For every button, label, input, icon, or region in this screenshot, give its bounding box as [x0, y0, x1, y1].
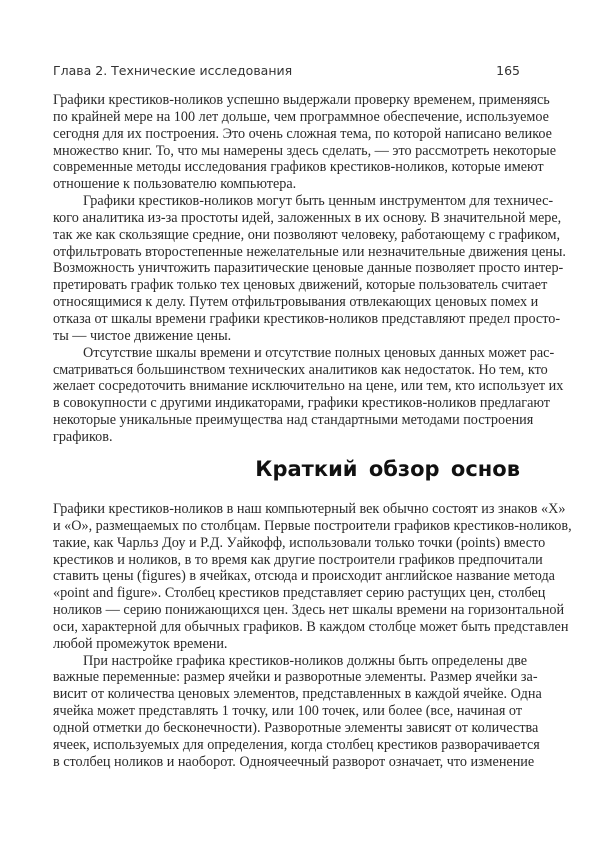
paragraph: [53, 92, 557, 193]
text-line: одной отметки до бесконечности). Разворотные элементы зависят от количества: [53, 719, 539, 736]
text-line: При настройке графика крестиков-ноликов должны быть определены две: [83, 652, 528, 669]
text-line: сматриваться большинством технических аналитиков как недостаток. Но тем, кто: [53, 361, 548, 378]
text-line: «point and figure». Столбец крестиков представляет серию растущих цен, столбец: [53, 585, 546, 602]
text-line: ты — чистое движение цены.: [53, 327, 232, 344]
text-line: такие, как Чарльз Доу и Р.Д. Уайкофф, использовали только точки (points) вместо: [53, 534, 546, 551]
running-header: [53, 63, 520, 81]
text-line: Графики крестиков-ноликов могут быть ценным инструментом для техничес-: [83, 193, 554, 210]
text-line: висит от количества ценовых элементов, представленных в каждой ячейке. Одна: [53, 686, 542, 703]
text-line: отношение к пользователю компьютера.: [53, 176, 297, 193]
text-line: множество книг. То, что мы намерены здесь сделать, — это рассмотреть некоторые: [53, 142, 557, 159]
paragraph: [53, 193, 566, 345]
section-basics-text: [53, 501, 572, 771]
text-line: крестиков и ноликов, в то время как другие построители графиков предпочитали: [53, 551, 543, 568]
paragraph: [53, 344, 564, 446]
section-intro-text: [53, 92, 566, 446]
section-heading: Краткий обзор основ: [255, 457, 520, 481]
text-line: отказа от шкалы времени графики крестиков-ноликов представляют предел просто-: [53, 310, 561, 327]
text-line: относящимися к делу. Путем отфильтровывания отвлекающих ценовых помех и: [53, 294, 539, 311]
text-line: графиков.: [53, 428, 113, 445]
text-line: ноликов — серию понижающихся цен. Здесь нет шкалы времени на горизонтальной: [53, 602, 565, 619]
text-line: сегодня для их построения. Это очень сложная тема, по которой написано великое: [53, 125, 552, 142]
text-line: ставить цены (figures) в ячейках, отсюда и происходит английское название метода: [53, 568, 555, 585]
text-line: в столбец ноликов и наоборот. Одноячеечный разворот означает, что изменение: [53, 753, 535, 770]
text-line: оси, характерной для обычных графиков. В каждом столбце может быть представлен: [53, 618, 569, 635]
text-line: важные переменные: размер ячейки и разворотные элементы. Размер ячейки за-: [53, 669, 538, 686]
text-line: ячейка может представлять 1 точку, или 100 точек, или более (все, начиная от: [53, 703, 523, 720]
text-line: в совокупности с другими индикаторами, графики крестиков-ноликов предлагают: [53, 395, 550, 412]
text-line: Графики крестиков-ноликов успешно выдержали проверку временем, применяясь: [53, 92, 550, 108]
text-line: Графики крестиков-ноликов в наш компьютерный век обычно состоят из знаков «Х»: [53, 501, 566, 517]
text-line: некоторые уникальные преимущества над стандартными методами построения: [53, 412, 534, 429]
text-line: желает сосредоточить внимание исключительно на цене, или тем, кто использует их: [53, 378, 564, 395]
text-line: современные методы исследования графиков крестиков-ноликов, которые имеют: [53, 159, 544, 176]
text-line: по крайней мере на 100 лет дольше, чем программное обеспечение, используемое: [53, 108, 549, 125]
text-line: Возможность уничтожить паразитические ценовые данные позволяет просто интер-: [53, 260, 564, 277]
paragraph: [53, 652, 542, 771]
text-line: ячеек, используемых для определения, когда столбец крестиков разворачивается: [53, 736, 540, 753]
chapter-title: Глава 2. Технические исследования: [53, 63, 293, 78]
text-line: любой промежуток времени.: [53, 635, 228, 652]
text-line: претировать график только тех ценовых движений, которые пользователь считает: [53, 277, 548, 294]
text-line: отфильтровать второстепенные нежелательные или незначительные движения цены.: [53, 243, 566, 260]
paragraph: [53, 501, 572, 653]
text-line: так же как скользящие средние, они позволяют человеку, работающему с графиком,: [53, 226, 561, 243]
page-number: 165: [496, 63, 520, 78]
text-line: Отсутствие шкалы времени и отсутствие полных ценовых данных может рас-: [83, 344, 555, 361]
text-line: кого аналитика из-за простоты идей, заложенных в их основу. В значительной мере,: [53, 209, 562, 226]
text-line: и «О», размещаемых по столбцам. Первые построители графиков крестиков-ноликов,: [53, 517, 572, 534]
